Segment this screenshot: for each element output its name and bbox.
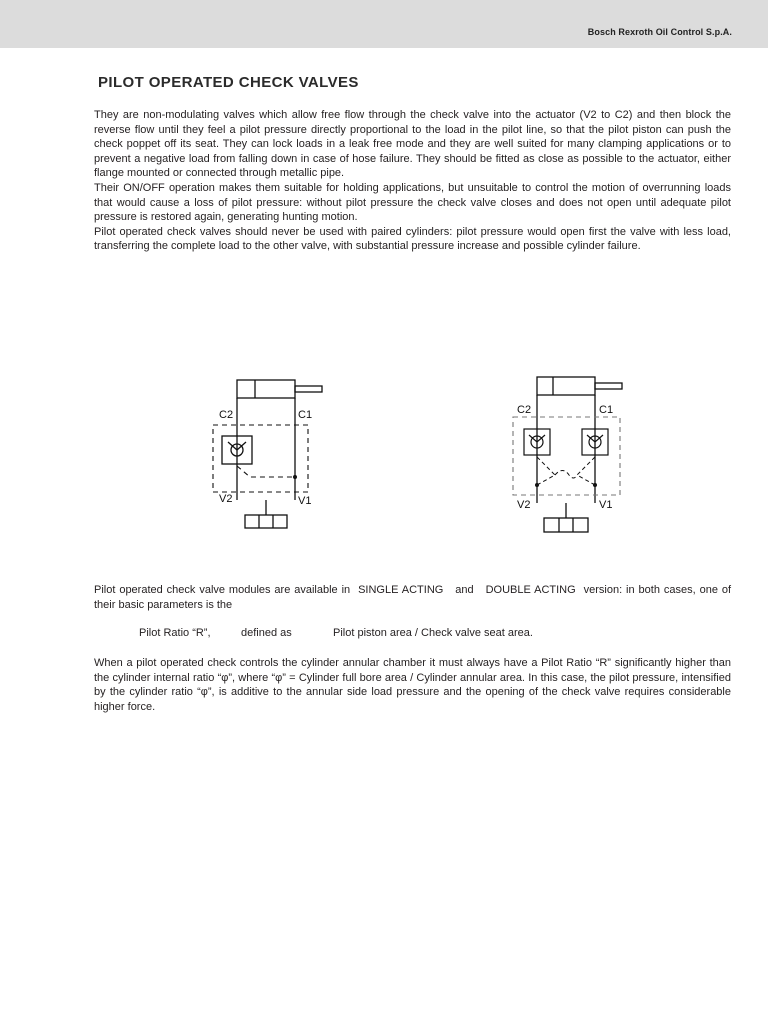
company-name: Bosch Rexroth Oil Control S.p.A. <box>587 27 732 37</box>
label-c1: C1 <box>298 409 313 421</box>
label-v1: V1 <box>298 495 312 507</box>
double-acting-label: DOUBLE ACTING <box>485 584 576 596</box>
cylinder-body <box>537 377 595 395</box>
piston-rod <box>595 383 622 389</box>
modules-paragraph <box>94 583 731 612</box>
cylinder-body <box>237 380 295 398</box>
double-acting-diagram <box>505 365 635 540</box>
port-connector <box>245 515 287 528</box>
modules-text-start: Pilot operated check valve modules are available in <box>94 584 351 596</box>
modules-text-end: version: in both cases, one of their basic parameters is the <box>94 584 732 611</box>
ratio-definition <box>94 627 731 643</box>
single-acting-diagram <box>200 370 340 540</box>
page-title: PILOT OPERATED CHECK VALVES <box>98 74 359 91</box>
ratio-formula: Pilot piston area / Check valve seat area. <box>333 627 533 639</box>
label-c2: C2 <box>517 404 532 416</box>
ratio-defined-as: defined as <box>241 627 292 639</box>
label-c1: C1 <box>599 404 614 416</box>
intro-paragraph: Their ON/OFF operation makes them suitable for holding applications, but unsuitable to control the motion of overrunning loads that would cause a loss of pilot pressure: without pilot pressure the check valve closes and does not open until adequate pilot pressure is restored again, generating hunting motion. <box>94 181 731 224</box>
module-outline <box>213 425 308 492</box>
label-v1: V1 <box>599 499 613 511</box>
label-v2: V2 <box>219 493 233 505</box>
single-acting-label: SINGLE ACTING <box>358 584 444 596</box>
label-v2: V2 <box>517 499 531 511</box>
intro-paragraph: Pilot operated check valves should never be used with paired cylinders: pilot pressure would open first the valve with less load, transferring the complete load to the other valve, with substantial pressure increase and possible cylinder failure. <box>94 225 731 253</box>
annular-paragraph: When a pilot operated check controls the cylinder annular chamber it must always have a Pilot Ratio “R” significantly higher than the cylinder internal ratio “φ”, where “φ” = Cylinder full bore area / Cylinder annular area. In this case, the pilot pressure, intensified by the cylinder ratio “φ”, is additive to the annular side load pressure and the opening of the check valve requires considerable higher force. <box>94 657 731 713</box>
intro-text <box>94 108 731 254</box>
ratio-name: Pilot Ratio “R”, <box>139 627 211 639</box>
piston-rod <box>295 386 322 392</box>
header-band <box>0 0 768 48</box>
intro-paragraph: They are non-modulating valves which allow free flow through the check valve into the actuator (V2 to C2) and then block the reverse flow until they feel a pilot pressure directly proportional to the load in the pilot line, so that the pilot piston can push the check poppet off its seat. They can lock loads in a leak free mode and they are well suited for many clamping applications or to prevent a negative load from falling down in case of hose failure. They should be fitted as close as possible to the actuator, either flange mounted or connected through metallic pipe. <box>94 109 731 180</box>
label-c2: C2 <box>219 409 234 421</box>
port-connector <box>544 518 588 532</box>
and-label: and <box>455 584 474 596</box>
